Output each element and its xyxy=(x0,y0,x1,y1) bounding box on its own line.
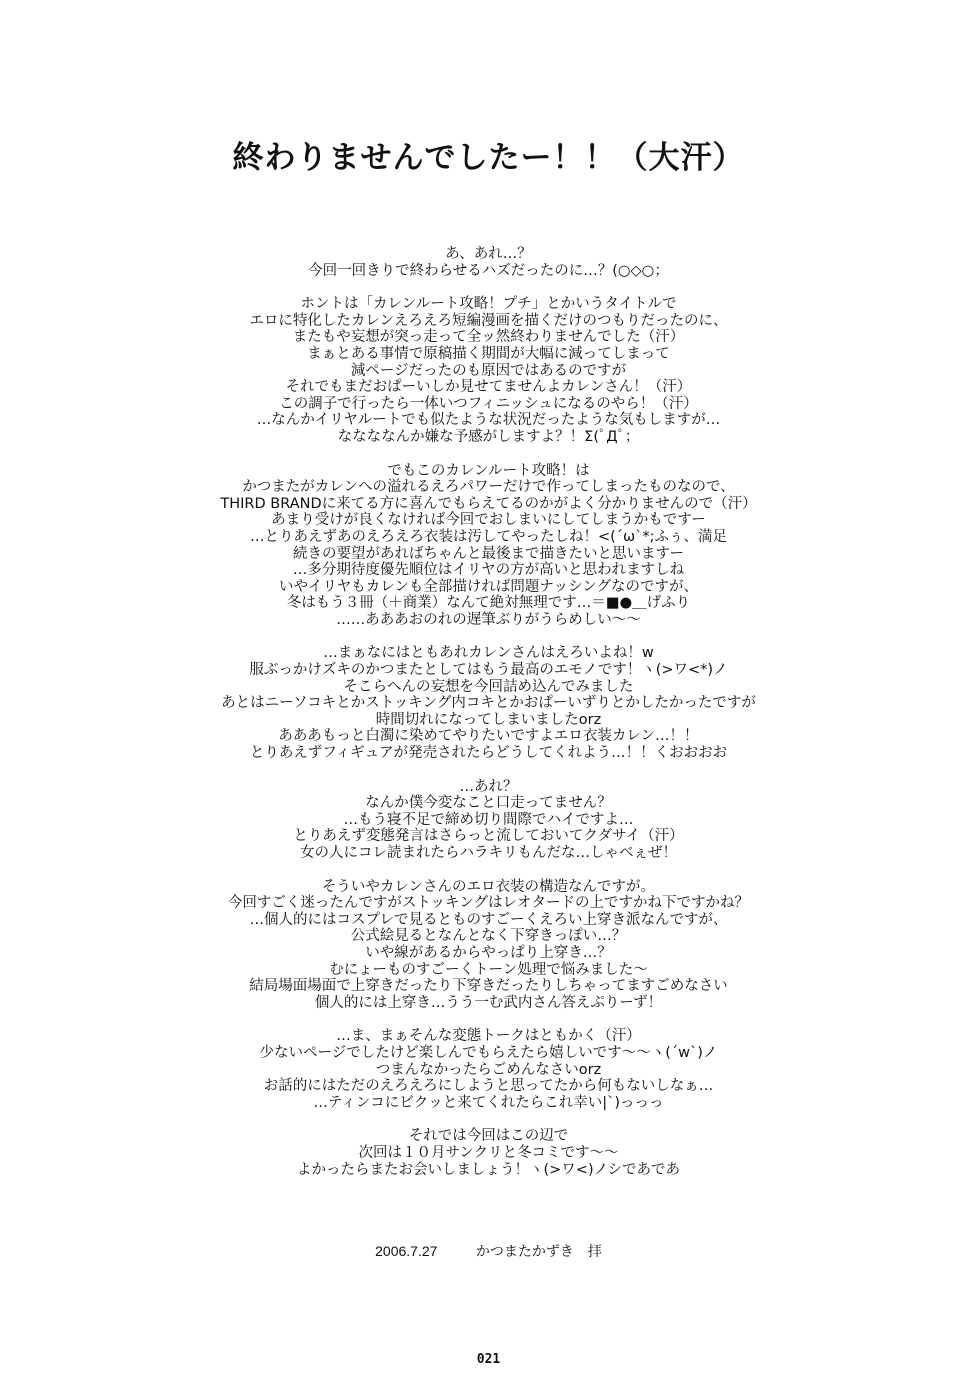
text-line: あ、あれ…？ xyxy=(445,246,532,262)
text-line: またもや妄想が突っ走って全ッ然終わりませんでした（汗） xyxy=(292,329,685,346)
text-line: それでは今回はこの辺で xyxy=(408,1128,569,1145)
signature-date: 2006.7.27 xyxy=(375,1243,438,1259)
text-line: あああもっと白濁に染めてやりたいですよエロ衣装カレン…！！ xyxy=(278,728,699,745)
text-line: …あれ？ xyxy=(459,778,518,795)
paragraph-5 xyxy=(90,779,887,862)
text-line: …ま、まぁそんな変態トークはともかく（汗） xyxy=(336,1028,641,1045)
text-line: 減ページだったのも原因ではあるのですが xyxy=(350,362,627,379)
text-line: 個人的には上穿き…うう一む武内さん答えぷりーず！ xyxy=(314,994,663,1011)
text-line: いや線があるからやっぱり上穿き…？ xyxy=(365,944,612,961)
text-line: よかったらまたお会いしましょう！ヽ(>ワ<)ノシであであ xyxy=(296,1161,681,1178)
text-line: 公式絵見るとなんとなく下穿きっぽい…？ xyxy=(350,928,627,945)
text-line: まぁとある事情で原稿描く期間が大幅に減ってしまって xyxy=(307,345,670,362)
text-line: …まぁなにはともあれカレンさんはえろいよね！w xyxy=(323,645,654,662)
paragraph-1 xyxy=(90,246,887,279)
text-line: ホントは「カレンルート攻略！プチ」とかいうタイトルで xyxy=(300,296,677,313)
text-line: あまり受けが良くなければ今回でおしまいにしてしまうかもですー xyxy=(271,512,706,529)
afterword-body xyxy=(90,246,887,1178)
text-line: いやイリヤもカレンも全部描ければ問題ナッシングなのですが、 xyxy=(279,578,698,595)
page-number: 021 xyxy=(476,1352,501,1367)
text-line: …個人的にはコスプレで見るとものすごーくえろい上穿き派なんですが、 xyxy=(249,911,728,928)
paragraph-4 xyxy=(90,645,887,761)
text-line: この調子で行ったら一体いつフィニッシュになるのやら！（汗） xyxy=(279,395,698,412)
text-line: なんか僕今変なこと口走ってません？ xyxy=(365,795,612,812)
text-line: そこらへんの妄想を今回詰め込んでみました xyxy=(343,678,634,695)
text-line: お話的にはただのえろえろにしようと思ってたから何もないしなぁ… xyxy=(263,1078,714,1095)
text-line: そういやカレンさんのエロ衣装の構造なんですが。 xyxy=(321,878,656,895)
text-line: それでもまだおぱーいしか見せてませんよカレンさん！（汗） xyxy=(285,379,692,396)
signature xyxy=(0,1241,977,1261)
text-line: ななななんか嫌な予感がしますよ？！Σ(ﾟДﾟ； xyxy=(337,428,640,445)
paragraph-2 xyxy=(90,296,887,445)
text-line: …なんかイリヤルートでも似たような状況だったような気もしますが… xyxy=(256,412,721,429)
text-line: …ティンコにビクッと来てくれたらこれ幸い|`)っっっ xyxy=(313,1094,664,1111)
text-line: むにょーものすごーくトーン処理で悩みました～ xyxy=(329,961,648,978)
text-line: 結局場面場面で上穿きだったり下穿きだったりしちゃってますごめなさい xyxy=(249,978,728,995)
paragraph-3 xyxy=(90,463,887,629)
text-line: 女の人にコレ読まれたらハラキリもんだな…しゃべぇぜ！ xyxy=(300,845,677,861)
text-line: 今回一回きりで終わらせるハズだったのに…？(○◇○； xyxy=(308,262,669,279)
paragraph-8 xyxy=(90,1128,887,1178)
text-line: とりあえず変態発言はさらっと流しておいてクダサイ（汗） xyxy=(293,828,684,845)
text-line: …もう寝不足で締め切り間際でハイですよ… xyxy=(343,811,634,828)
text-line: とりあえずフィギュアが発売されたらどうしてくれよう…！！くおおおお xyxy=(249,745,728,762)
text-line: かつまたがカレンへの溢れるえろパワーだけで作ってしまったものなので、 xyxy=(242,479,735,496)
text-line: あとはニーソコキとかストッキング内コキとかおぱーいずりとかしたかったですが xyxy=(221,695,756,712)
text-line: 服ぶっかけズキのかつまたとしてはもう最高のエモノです！ヽ(>ワ<*)ノ xyxy=(249,662,728,679)
page-title: 終わりませんでしたー！！（大汗） xyxy=(232,140,745,176)
text-line: エロに特化したカレンえろえろ短編漫画を描くだけのつもりだったのに、 xyxy=(249,312,728,329)
text-line: 時間切れになってしまいましたorz xyxy=(375,711,602,728)
text-line: ……あああおのれの遅筆ぶりがうらめしい～～ xyxy=(336,611,641,628)
text-line: 次回は１０月サンクリと冬コミです～～ xyxy=(358,1144,619,1161)
text-line: …多分期待度優先順位はイリヤの方が高いと思われますしね xyxy=(292,562,685,579)
text-line: 冬はもう３冊（＋商業）なんて絶対無理です…＝■●＿げふり xyxy=(286,595,691,612)
paragraph-7 xyxy=(90,1028,887,1111)
paragraph-6 xyxy=(90,879,887,1012)
text-line: …とりあえずあのえろえろ衣装は汚してやったしね！<(´ω`*;ふぅ、満足 xyxy=(249,528,728,545)
signature-author: かつまたかずき 拝 xyxy=(475,1244,602,1260)
text-line: 今回すごく迷ったんですがストッキングはレオタードの上ですかね下ですかね？ xyxy=(227,895,750,912)
text-line: でもこのカレンルート攻略！は xyxy=(387,462,590,479)
text-line: つまんなかったらごめんなさいorz xyxy=(375,1061,602,1078)
text-line: 続きの要望があればちゃんと最後まで描きたいと思いますー xyxy=(292,545,685,562)
text-line: 少ないページでしたけど楽しんでもらえたら嬉しいです～～ヽ(´w`)ノ xyxy=(259,1044,718,1061)
text-line: THIRD BRANDに来てる方に喜んでもらえてるのかがよく分かりませんので（汗） xyxy=(220,495,757,512)
